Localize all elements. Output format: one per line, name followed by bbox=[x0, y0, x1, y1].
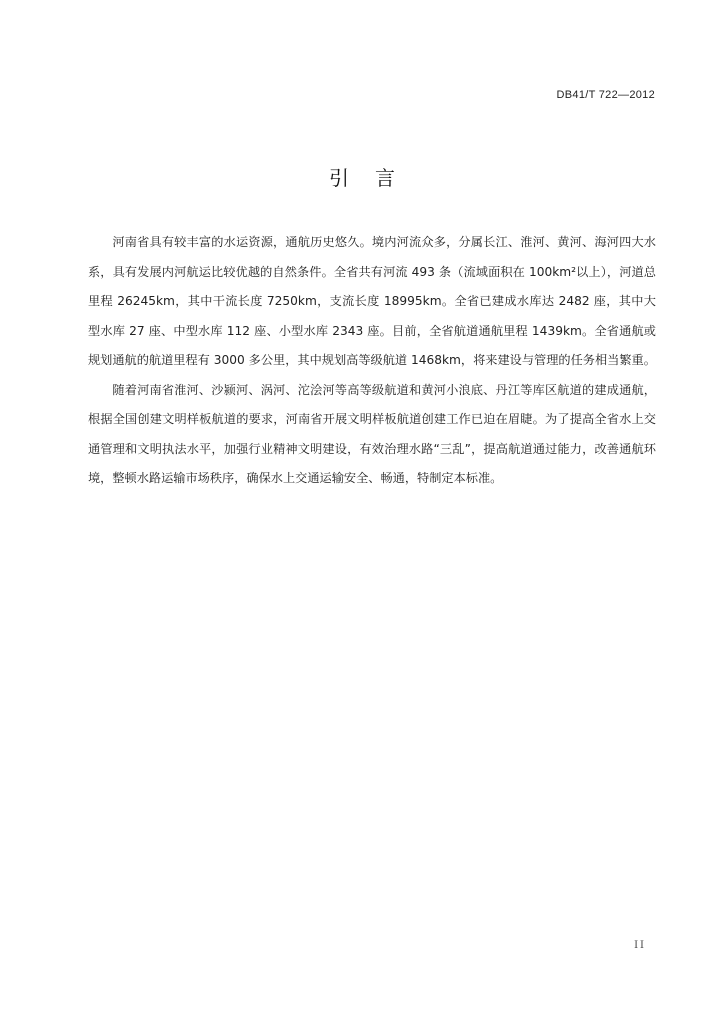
page-number: II bbox=[634, 940, 646, 951]
document-body bbox=[88, 228, 656, 494]
document-code: DB41/T 722—2012 bbox=[556, 89, 655, 101]
paragraph-1: 河南省具有较丰富的水运资源，通航历史悠久。境内河流众多，分属长江、淮河、黄河、海河四大水系，具有发展内河航运比较优越的自然条件。全省共有河流 493 条（流域面积在 100km²以上），河道总里程 26245km，其中干流长度 7250km，支流长度 18995km。全省已建成水库达 2482 座，其中大型水库 27 座、中型水库 112 座、小型水库 2343 座。目前，全省航道通航里程 1439km。全省通航或规划通航的航道里程有 3000 多公里，其中规划高等级航道 1468km，将来建设与管理的任务相当繁重。 bbox=[88, 235, 656, 367]
page-title: 引言 bbox=[329, 166, 421, 190]
paragraph-2: 随着河南省淮河、沙颍河、涡河、沱浍河等高等级航道和黄河小浪底、丹江等库区航道的建成通航，根据全国创建文明样板航道的要求，河南省开展文明样板航道创建工作已迫在眉睫。为了提高全省水上交通管理和文明执法水平，加强行业精神文明建设，有效治理水路“三乱”，提高航道通过能力，改善通航环境，整顿水路运输市场秩序，确保水上交通运输安全、畅通，特制定本标准。 bbox=[88, 382, 656, 485]
